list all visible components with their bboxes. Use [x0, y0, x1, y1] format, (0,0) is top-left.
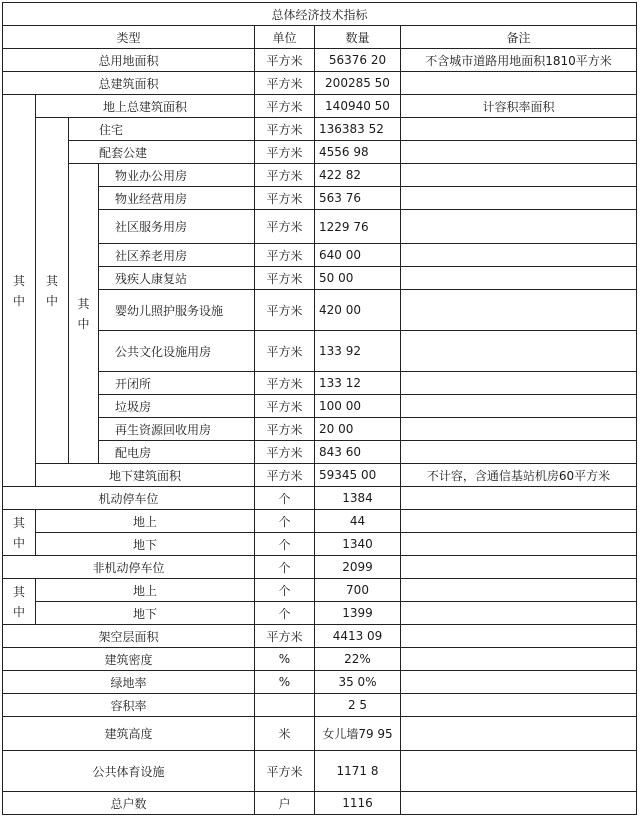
row-note [401, 118, 637, 141]
table-title: 总体经济技术指标 [3, 3, 637, 26]
row-name: 地下 [36, 533, 255, 556]
row-name: 地下建筑面积 [36, 464, 255, 487]
row-note [401, 717, 637, 751]
row-note [401, 671, 637, 694]
row-qty: 133 12 [315, 372, 401, 395]
row-unit: % [255, 648, 315, 671]
table-row [3, 671, 637, 694]
row-unit: 平方米 [255, 210, 315, 244]
row-qty: 22% [315, 648, 401, 671]
qizhong-label-bike: 其 中 [3, 579, 36, 625]
row-qty: 133 92 [315, 331, 401, 372]
table-row [3, 141, 637, 164]
row-unit: 个 [255, 602, 315, 625]
table-row [3, 72, 637, 95]
row-name: 容积率 [3, 694, 255, 717]
row-note [401, 395, 637, 418]
row-unit: 平方米 [255, 141, 315, 164]
table-row [3, 556, 637, 579]
table-row [3, 510, 637, 533]
table-row [3, 331, 637, 372]
row-name: 再生资源回收用房 [99, 418, 255, 441]
row-unit: 平方米 [255, 244, 315, 267]
table-row [3, 290, 637, 331]
row-unit: 平方米 [255, 395, 315, 418]
row-unit: 平方米 [255, 625, 315, 648]
row-note [401, 648, 637, 671]
row-qty: 4413 09 [315, 625, 401, 648]
row-name: 总户数 [3, 792, 255, 815]
row-qty: 50 00 [315, 267, 401, 290]
table-row [3, 395, 637, 418]
row-note: 计容积率面积 [401, 95, 637, 118]
row-name: 机动停车位 [3, 487, 255, 510]
table-row [3, 792, 637, 815]
indicator-table [2, 2, 637, 815]
row-name: 地上总建筑面积 [36, 95, 255, 118]
row-unit: 平方米 [255, 751, 315, 792]
table-row [3, 49, 637, 72]
row-unit: 平方米 [255, 267, 315, 290]
row-unit: 平方米 [255, 441, 315, 464]
header-unit: 单位 [255, 26, 315, 49]
row-unit: 平方米 [255, 187, 315, 210]
row-qty: 843 60 [315, 441, 401, 464]
row-qty: 44 [315, 510, 401, 533]
table-row [3, 95, 637, 118]
row-unit: 平方米 [255, 72, 315, 95]
table-row [3, 579, 637, 602]
row-qty: 女儿墙79 95 [315, 717, 401, 751]
row-qty: 59345 00 [315, 464, 401, 487]
row-qty: 35 0% [315, 671, 401, 694]
table-row [3, 533, 637, 556]
row-note [401, 694, 637, 717]
row-note [401, 141, 637, 164]
row-name: 社区养老用房 [99, 244, 255, 267]
row-note [401, 510, 637, 533]
row-name: 物业办公用房 [99, 164, 255, 187]
header-row [3, 26, 637, 49]
row-name: 社区服务用房 [99, 210, 255, 244]
row-note [401, 164, 637, 187]
table-row [3, 187, 637, 210]
row-note [401, 187, 637, 210]
row-unit: 个 [255, 510, 315, 533]
row-qty: 2099 [315, 556, 401, 579]
table-row [3, 118, 637, 141]
row-name: 地下 [36, 602, 255, 625]
row-name: 地上 [36, 579, 255, 602]
row-note [401, 372, 637, 395]
table-row [3, 372, 637, 395]
row-note: 不计容，含通信基站机房60平方米 [401, 464, 637, 487]
row-name: 开闭所 [99, 372, 255, 395]
title-row [3, 3, 637, 26]
row-unit: % [255, 671, 315, 694]
row-qty: 100 00 [315, 395, 401, 418]
row-unit: 平方米 [255, 164, 315, 187]
row-qty: 2 5 [315, 694, 401, 717]
row-note [401, 579, 637, 602]
qizhong-label-level3: 其 中 [69, 164, 99, 464]
row-unit: 个 [255, 579, 315, 602]
row-qty: 20 00 [315, 418, 401, 441]
table-row [3, 267, 637, 290]
table-row [3, 694, 637, 717]
row-qty: 56376 20 [315, 49, 401, 72]
row-unit: 个 [255, 533, 315, 556]
row-unit: 平方米 [255, 290, 315, 331]
row-note [401, 72, 637, 95]
qizhong-label-level2: 其 中 [36, 118, 69, 464]
row-note [401, 418, 637, 441]
header-note: 备注 [401, 26, 637, 49]
row-name: 总用地面积 [3, 49, 255, 72]
table-row [3, 441, 637, 464]
row-name: 公共文化设施用房 [99, 331, 255, 372]
header-qty: 数量 [315, 26, 401, 49]
header-type: 类型 [3, 26, 255, 49]
row-name: 建筑高度 [3, 717, 255, 751]
row-name: 配电房 [99, 441, 255, 464]
row-unit: 米 [255, 717, 315, 751]
row-name: 物业经营用房 [99, 187, 255, 210]
row-qty: 1384 [315, 487, 401, 510]
row-qty: 200285 50 [315, 72, 401, 95]
row-name: 架空层面积 [3, 625, 255, 648]
row-note [401, 210, 637, 244]
row-name: 绿地率 [3, 671, 255, 694]
table-row [3, 418, 637, 441]
row-qty: 1171 8 [315, 751, 401, 792]
row-name: 总建筑面积 [3, 72, 255, 95]
row-unit: 个 [255, 556, 315, 579]
row-qty: 1116 [315, 792, 401, 815]
row-qty: 422 82 [315, 164, 401, 187]
row-qty: 1399 [315, 602, 401, 625]
row-name: 住宅 [69, 118, 255, 141]
row-unit: 平方米 [255, 331, 315, 372]
row-name: 垃圾房 [99, 395, 255, 418]
row-name: 非机动停车位 [3, 556, 255, 579]
qizhong-label-parking: 其 中 [3, 510, 36, 556]
row-note [401, 751, 637, 792]
row-note [401, 441, 637, 464]
row-note [401, 267, 637, 290]
row-unit: 户 [255, 792, 315, 815]
row-note [401, 625, 637, 648]
row-unit: 个 [255, 487, 315, 510]
table-row [3, 464, 637, 487]
row-unit: 平方米 [255, 118, 315, 141]
row-unit: 平方米 [255, 372, 315, 395]
row-qty: 4556 98 [315, 141, 401, 164]
row-name: 配套公建 [69, 141, 255, 164]
row-note [401, 792, 637, 815]
row-qty: 1229 76 [315, 210, 401, 244]
table-row [3, 602, 637, 625]
row-name: 婴幼儿照护服务设施 [99, 290, 255, 331]
row-name: 建筑密度 [3, 648, 255, 671]
row-qty: 136383 52 [315, 118, 401, 141]
row-qty: 563 76 [315, 187, 401, 210]
table-row [3, 751, 637, 792]
table-row [3, 648, 637, 671]
row-unit: 平方米 [255, 95, 315, 118]
row-qty: 1340 [315, 533, 401, 556]
row-note [401, 244, 637, 267]
qizhong-label-level1: 其 中 [3, 95, 36, 487]
row-unit [255, 694, 315, 717]
row-note [401, 533, 637, 556]
row-note [401, 602, 637, 625]
row-note: 不含城市道路用地面积1810平方米 [401, 49, 637, 72]
row-note [401, 331, 637, 372]
row-unit: 平方米 [255, 464, 315, 487]
table-row [3, 164, 637, 187]
row-name: 公共体育设施 [3, 751, 255, 792]
table-row [3, 487, 637, 510]
row-note [401, 290, 637, 331]
row-name: 地上 [36, 510, 255, 533]
row-qty: 140940 50 [315, 95, 401, 118]
row-name: 残疾人康复站 [99, 267, 255, 290]
row-qty: 640 00 [315, 244, 401, 267]
row-unit: 平方米 [255, 49, 315, 72]
row-qty: 420 00 [315, 290, 401, 331]
row-qty: 700 [315, 579, 401, 602]
row-note [401, 487, 637, 510]
table-row [3, 210, 637, 244]
row-unit: 平方米 [255, 418, 315, 441]
table-row [3, 717, 637, 751]
table-row [3, 625, 637, 648]
row-note [401, 556, 637, 579]
table-row [3, 244, 637, 267]
